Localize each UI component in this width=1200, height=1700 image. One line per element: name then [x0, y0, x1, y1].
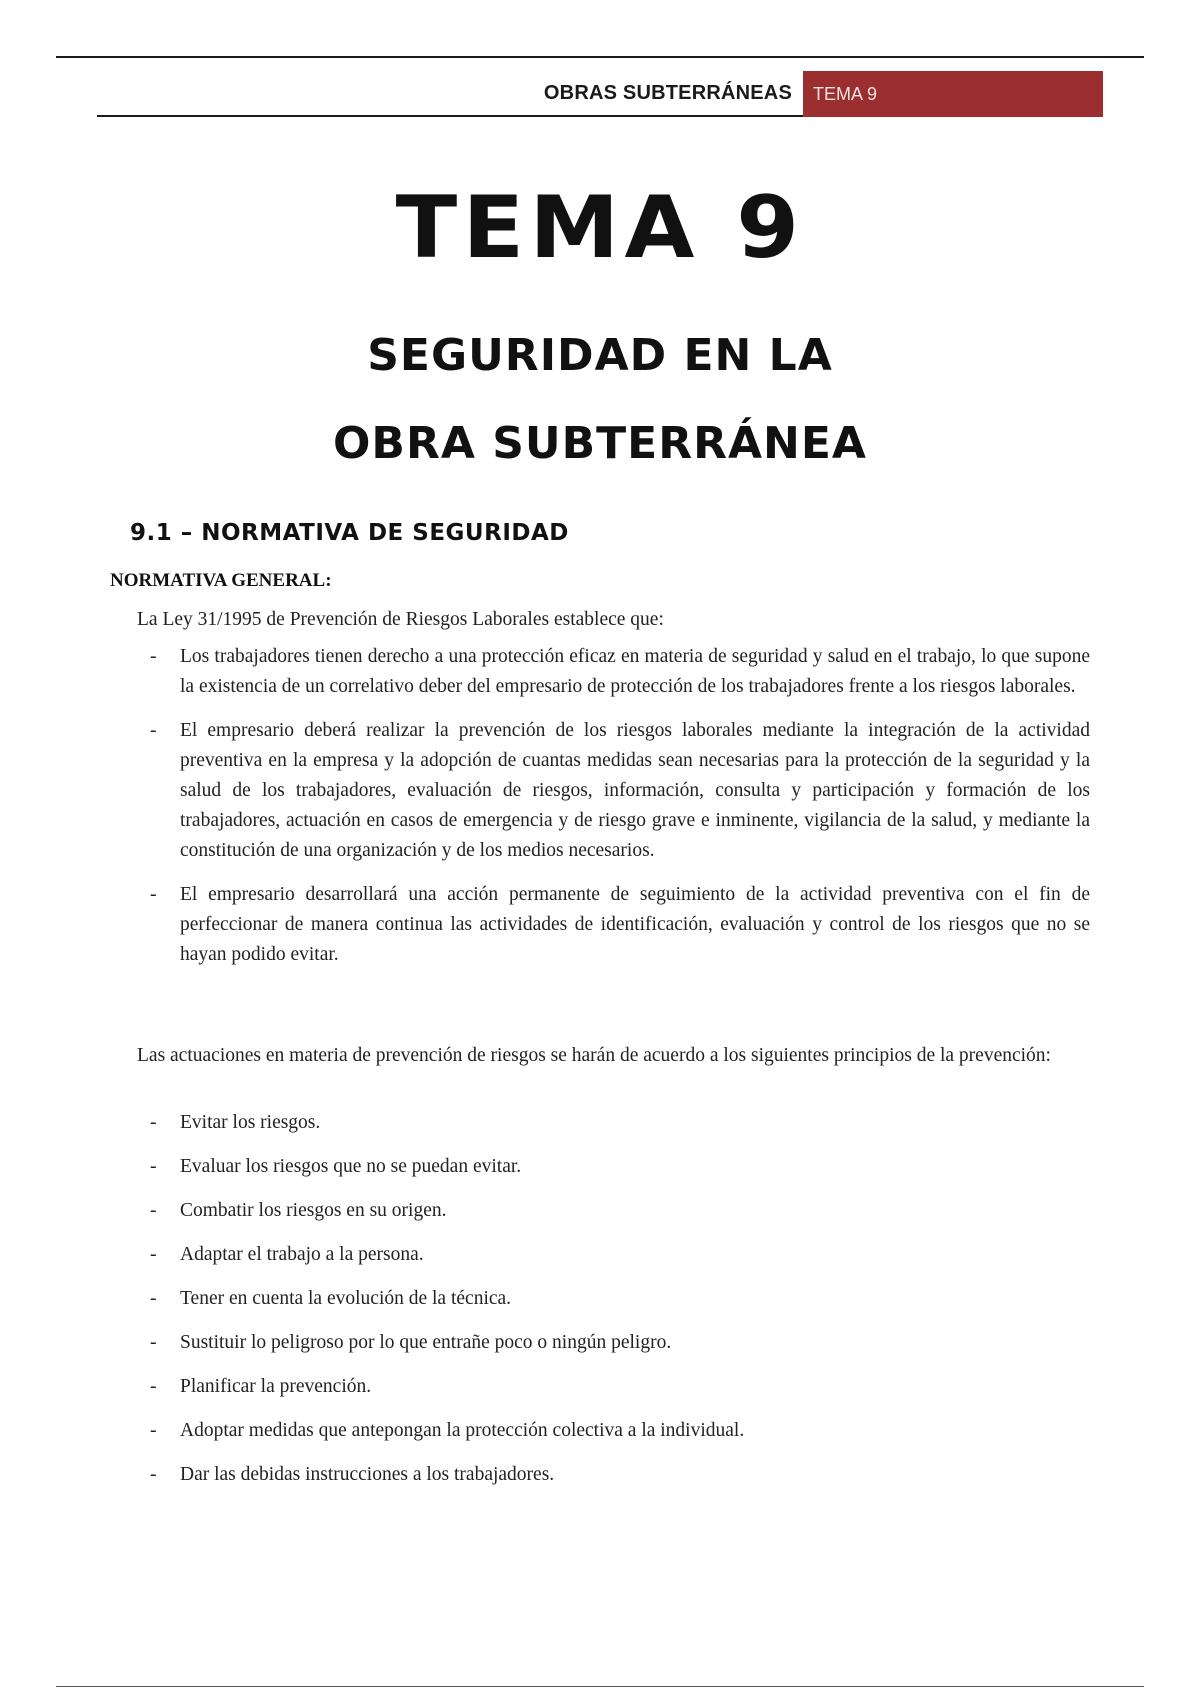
obligations-list: [150, 642, 1090, 984]
section-heading: 9.1 – NORMATIVA DE SEGURIDAD: [130, 520, 569, 546]
list-item: [150, 1372, 1090, 1402]
list-bullet: -: [150, 1420, 157, 1441]
footer-rule: [56, 1686, 1144, 1687]
list-bullet: -: [150, 1464, 157, 1485]
document-subtitle-line1: SEGURIDAD EN LA: [367, 330, 833, 381]
list-item-text: El empresario desarrollará una acción permanente de seguimiento de la actividad preventiva con el fin de perfeccionar de manera continua las actividades de identificación, evaluación y control de los riesgos que no se hayan podido evitar.: [180, 884, 1090, 965]
list-item-text: Adoptar medidas que antepongan la protección colectiva a la individual.: [180, 1420, 745, 1441]
list-item-text: Evaluar los riesgos que no se puedan evitar.: [180, 1156, 522, 1177]
list-bullet: -: [150, 1112, 157, 1133]
list-item: [150, 1108, 1090, 1138]
list-item: [150, 1196, 1090, 1226]
list-bullet: -: [150, 1200, 157, 1221]
list-bullet: -: [150, 1332, 157, 1353]
list-item-text: Tener en cuenta la evolución de la técnica.: [180, 1288, 512, 1309]
document-subtitle-line2: OBRA SUBTERRÁNEA: [333, 418, 867, 469]
list-item: [150, 1240, 1090, 1270]
list-item-text: Los trabajadores tienen derecho a una protección eficaz en materia de seguridad y salud en el trabajo, lo que supone la existencia de un correlativo deber del empresario de protección de los trabajadores frente a los riesgos laborales.: [180, 646, 1090, 697]
running-header-badge: TEMA 9: [803, 71, 1103, 117]
list-item-text: Planificar la prevención.: [180, 1376, 372, 1397]
list-bullet: -: [150, 1156, 157, 1177]
principles-intro-paragraph: Las actuaciones en materia de prevención de riesgos se harán de acuerdo a los siguientes principios de la prevención:: [137, 1045, 1051, 1066]
document-title: TEMA 9: [395, 178, 805, 278]
list-item: [150, 1152, 1090, 1182]
list-item: [150, 1416, 1090, 1446]
intro-paragraph: La Ley 31/1995 de Prevención de Riesgos Laborales establece que:: [137, 609, 664, 630]
list-bullet: -: [150, 1376, 157, 1397]
header-underline-rule: [97, 115, 803, 117]
subsection-heading: NORMATIVA GENERAL:: [110, 570, 332, 591]
list-item-text: Adaptar el trabajo a la persona.: [180, 1244, 424, 1265]
list-item: [150, 1284, 1090, 1314]
list-item-text: Evitar los riesgos.: [180, 1112, 321, 1133]
list-bullet: -: [150, 884, 157, 905]
list-bullet: -: [150, 646, 157, 667]
list-item-text: Sustituir lo peligroso por lo que entrañe poco o ningún peligro.: [180, 1332, 672, 1353]
list-item-text: Combatir los riesgos en su origen.: [180, 1200, 447, 1221]
header-top-rule: [56, 56, 1144, 58]
list-bullet: -: [150, 1288, 157, 1309]
list-item-text: Dar las debidas instrucciones a los trabajadores.: [180, 1464, 555, 1485]
running-header-title: OBRAS SUBTERRÁNEAS: [543, 82, 792, 104]
list-item: [150, 1328, 1090, 1358]
list-bullet: -: [150, 720, 157, 741]
list-item: [150, 716, 1090, 866]
list-item-text: El empresario deberá realizar la prevención de los riesgos laborales mediante la integración de la actividad preventiva en la empresa y la adopción de cuantas medidas sean necesarias para la protección de la seguridad y la salud de los trabajadores, evaluación de riesgos, información, consulta y participación y formación de los trabajadores, actuación en casos de emergencia y de riesgo grave e inminente, vigilancia de la salud, y mediante la constitución de una organización y de los medios necesarios.: [180, 720, 1090, 861]
list-item: [150, 880, 1090, 970]
list-item: [150, 1460, 1090, 1490]
list-bullet: -: [150, 1244, 157, 1265]
principles-list: [150, 1108, 1090, 1504]
list-item: [150, 642, 1090, 702]
